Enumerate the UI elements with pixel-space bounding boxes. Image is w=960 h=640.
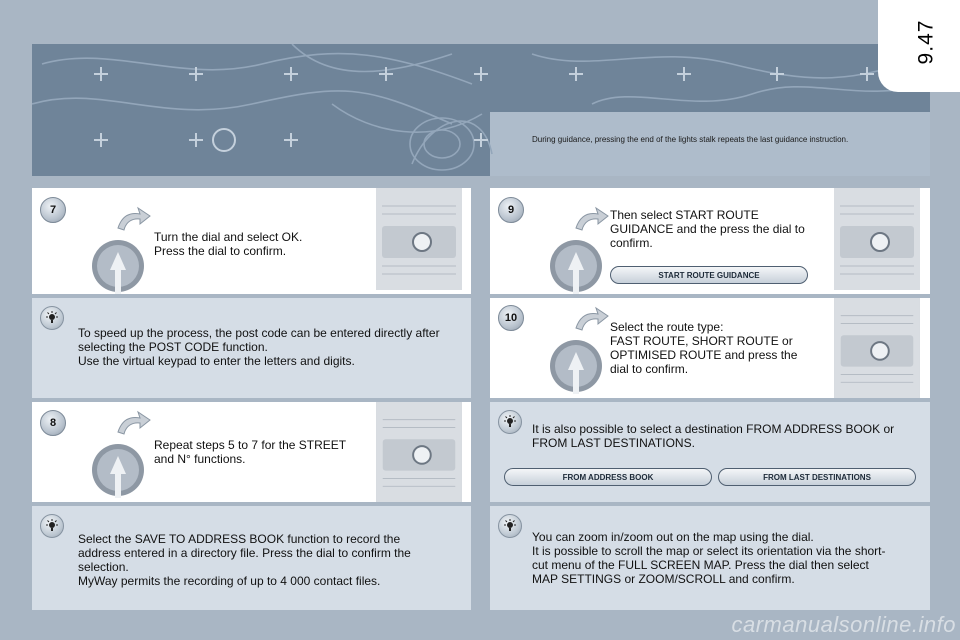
radio-unit-image [834,298,920,398]
step-text: Then select START ROUTE GUIDANCE and the press the dial to confirm. [610,208,805,250]
lightbulb-icon [498,410,522,434]
dial-icon [538,202,618,300]
from-last-destinations-button[interactable]: FROM LAST DESTINATIONS [718,468,916,486]
from-address-book-button[interactable]: FROM ADDRESS BOOK [504,468,712,486]
step-7-panel [32,188,471,294]
step-text: Repeat steps 5 to 7 for the STREET and N° functions. [154,438,347,466]
radio-unit-image [376,188,462,290]
step-9-panel [490,188,930,294]
tip-destinations-panel [490,402,930,502]
dial-icon [538,302,618,400]
step-text: Select the route type: FAST ROUTE, SHORT ROUTE or OPTIMISED ROUTE and press the dial to confirm. [610,320,798,376]
start-route-guidance-button[interactable]: START ROUTE GUIDANCE [610,266,808,284]
dial-icon [80,406,160,504]
tip-zoom-panel [490,506,930,610]
step-badge: 9 [498,197,524,223]
tip-text: Select the SAVE TO ADDRESS BOOK function to record the address entered in a directory file. Press the dial to confirm the selection. MyWay permits the recording of up to 4 000 contact files. [78,532,411,588]
tip-text: To speed up the process, the post code can be entered directly after selecting the POST CODE function. Use the virtual keypad to enter the letters and digits. [78,326,440,368]
topographic-banner [32,44,930,176]
page-number: 9.47 [914,19,938,65]
tip-postcode-panel [32,298,471,398]
tip-text: It is also possible to select a destination FROM ADDRESS BOOK or FROM LAST DESTINATIONS. [532,422,895,450]
tip-text: You can zoom in/zoom out on the map using the dial. It is possible to scroll the map or select its orientation via the short- cut menu of the FULL SCREEN MAP. Press the dial then select MAP SETTINGS or ZOOM/SCROLL and confirm. [532,530,886,586]
step-badge: 7 [40,197,66,223]
step-10-panel [490,298,930,398]
step-8-panel [32,402,471,502]
dial-icon [80,202,160,300]
radio-unit-image [834,188,920,290]
step-text: Turn the dial and select OK. Press the dial to confirm. [154,230,303,258]
lightbulb-icon [40,514,64,538]
tip-save-panel [32,506,471,610]
radio-unit-image [376,402,462,502]
step-badge: 10 [498,305,524,331]
lightbulb-icon [498,514,522,538]
lightbulb-icon [40,306,64,330]
step-badge: 8 [40,410,66,436]
guidance-note: During guidance, pressing the end of the lights stalk repeats the last guidance instruction. [532,135,849,144]
watermark: carmanualsonline.info [731,612,956,637]
